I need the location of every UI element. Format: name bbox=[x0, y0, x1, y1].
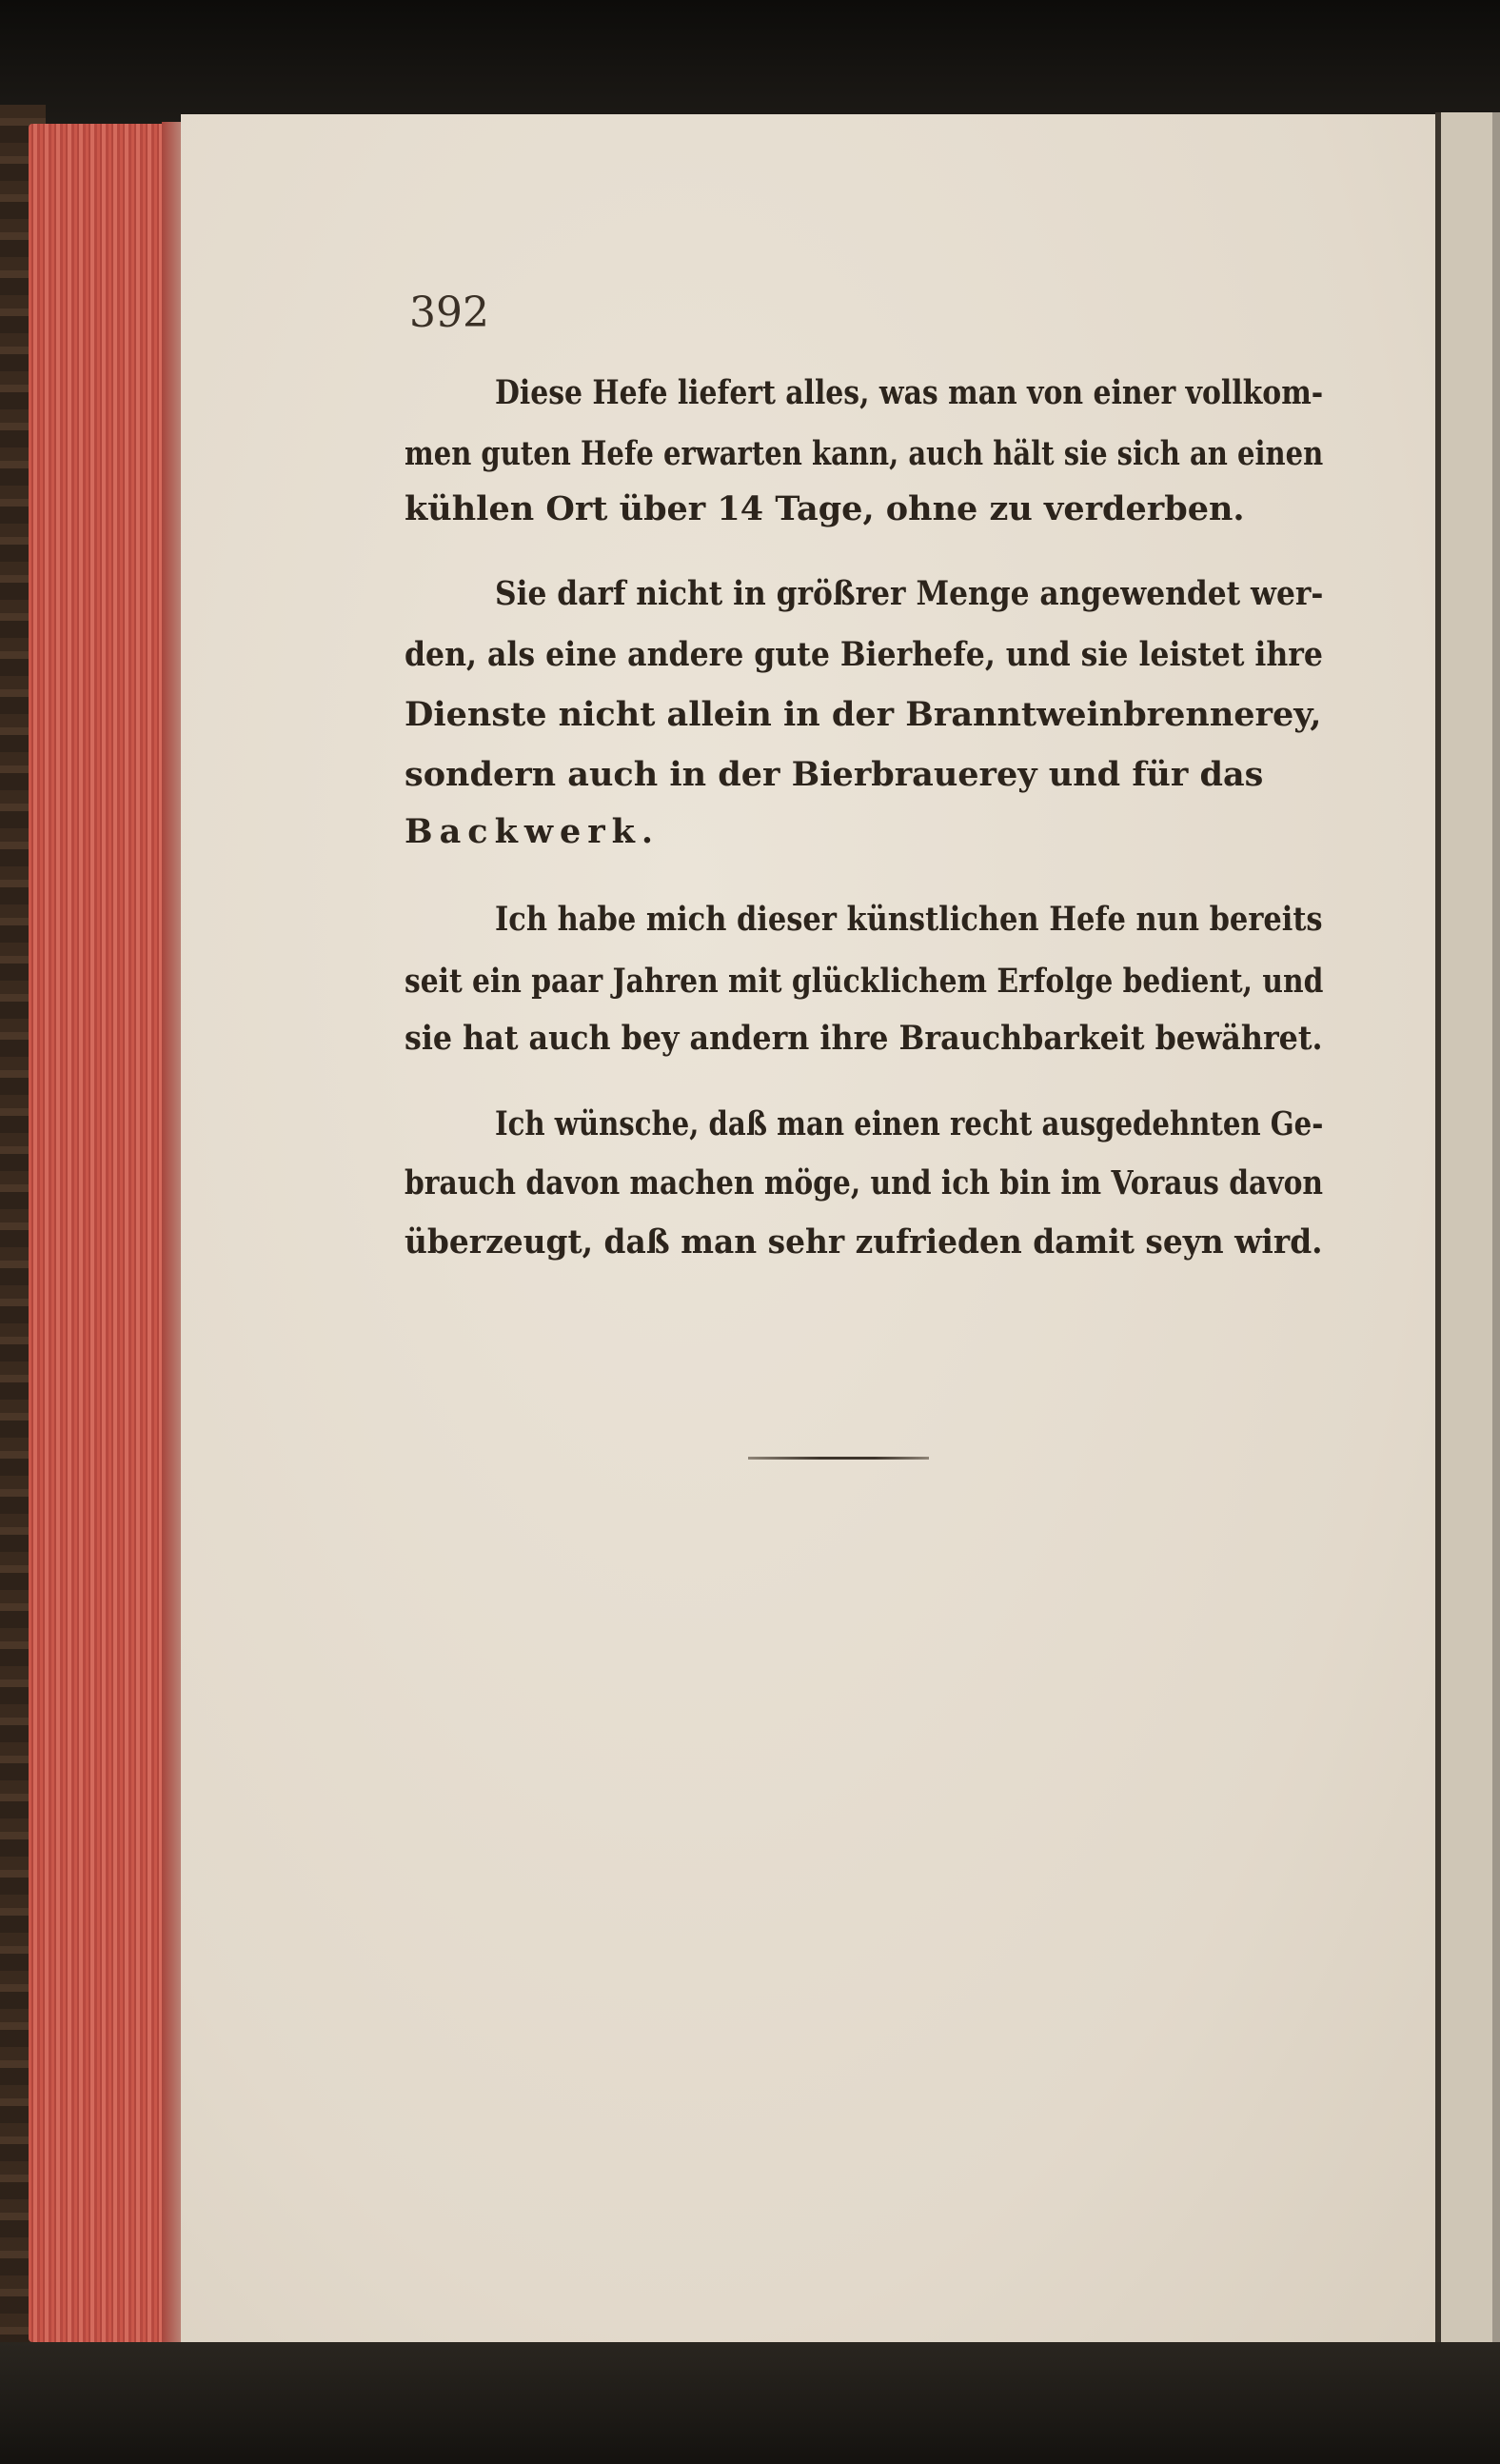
text-line: men guten Hefe erwarten kann, auch hält sie sich an einen bbox=[405, 434, 1324, 473]
red-page-edges bbox=[29, 124, 181, 2342]
text-line: Ich habe mich dieser künstlichen Hefe nun bereits bbox=[495, 900, 1323, 939]
text-line: brauch davon machen möge, und ich bin im Voraus davon bbox=[405, 1163, 1324, 1202]
text-line: sondern auch in der Bierbrauerey und für das bbox=[405, 755, 1264, 794]
text-line: sie hat auch bey andern ihre Brauchbarkeit bewähret. bbox=[405, 1019, 1323, 1058]
page-number: 392 bbox=[409, 288, 489, 337]
text-line: Sie darf nicht in größrer Menge angewendet wer- bbox=[495, 574, 1324, 613]
facing-page-edge bbox=[1435, 112, 1500, 2350]
text-line: kühlen Ort über 14 Tage, ohne zu verderben. bbox=[405, 489, 1245, 528]
scan-background-top bbox=[0, 0, 1500, 133]
text-line: Dienste nicht allein in der Branntweinbrennerey, bbox=[405, 695, 1322, 734]
scan-background-bottom bbox=[0, 2342, 1500, 2464]
text-line: den, als eine andere gute Bierhefe, und sie leistet ihre bbox=[405, 635, 1323, 674]
text-line: Diese Hefe liefert alles, was man von einer vollkom- bbox=[495, 373, 1324, 412]
end-rule bbox=[748, 1457, 929, 1460]
text-line: seit ein paar Jahren mit glücklichem Erfolge bedient, und bbox=[405, 962, 1324, 1001]
text-line: überzeugt, daß man sehr zufrieden damit seyn wird. bbox=[405, 1222, 1323, 1262]
text-line: Ich wünsche, daß man einen recht ausgedehnten Ge- bbox=[495, 1104, 1324, 1143]
text-line: Backwerk. bbox=[405, 812, 661, 851]
